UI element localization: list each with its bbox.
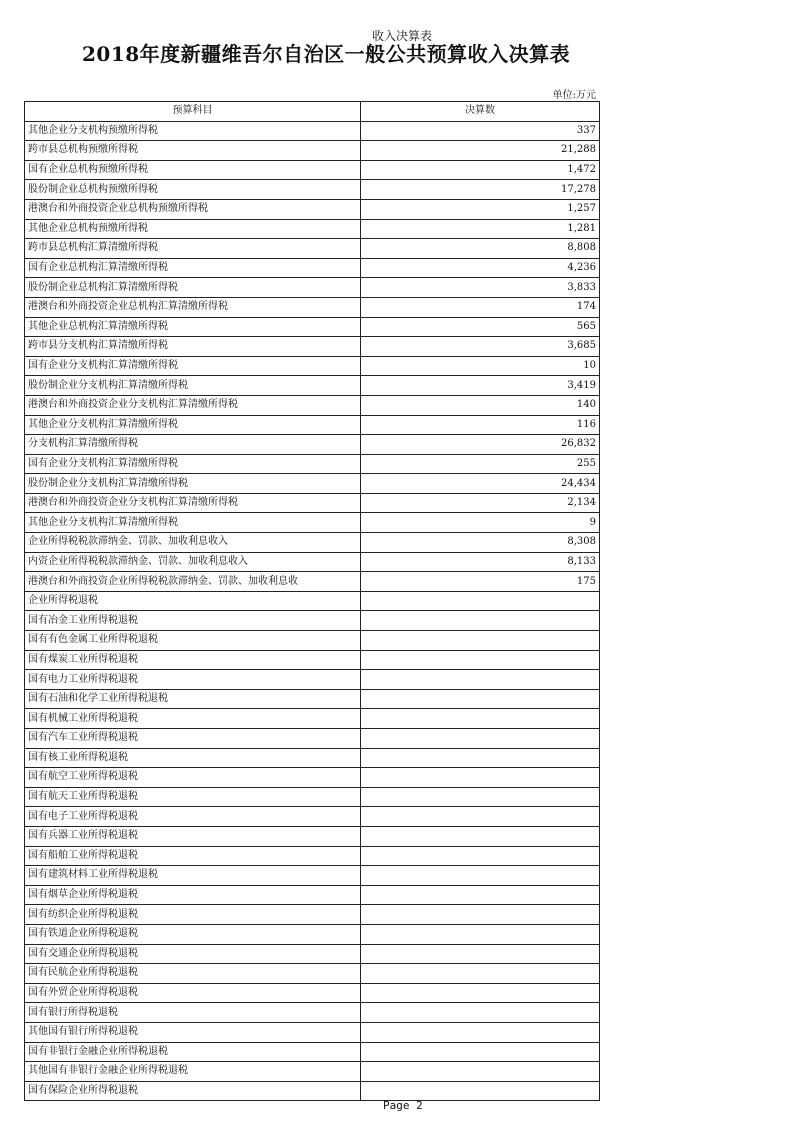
table-row [25, 729, 600, 749]
row-amount: 3,833 [361, 278, 600, 298]
row-amount [361, 1022, 600, 1042]
row-item-name: 国有企业总机构汇算清缴所得税 [25, 258, 361, 278]
row-item-name: 国有航天工业所得税退税 [25, 787, 361, 807]
table-row [25, 1003, 600, 1023]
table-row [25, 415, 600, 435]
table-row [25, 670, 600, 690]
page-title: 2018年度新疆维吾尔自治区一般公共预算收入决算表 [82, 42, 571, 66]
row-amount [361, 631, 600, 651]
row-item-name: 国有纺织企业所得税退税 [25, 905, 361, 925]
table-row [25, 513, 600, 533]
row-item-name: 国有船舶工业所得税退税 [25, 846, 361, 866]
row-item-name: 股份制企业分支机构汇算清缴所得税 [25, 474, 361, 494]
table-row [25, 1062, 600, 1082]
row-item-name: 其他企业总机构汇算清缴所得税 [25, 317, 361, 337]
table-row [25, 983, 600, 1003]
table-row [25, 454, 600, 474]
row-item-name: 跨市县总机构预缴所得税 [25, 141, 361, 161]
table-row [25, 219, 600, 239]
table-body [25, 121, 600, 1101]
column-header-item: 预算科目 [25, 102, 361, 122]
row-amount: 1,281 [361, 219, 600, 239]
row-item-name: 内资企业所得税税款滞纳金、罚款、加收利息收入 [25, 552, 361, 572]
row-item-name: 国有航空工业所得税退税 [25, 768, 361, 788]
table-row [25, 1081, 600, 1101]
table-row [25, 689, 600, 709]
table-row [25, 141, 600, 161]
table-row [25, 395, 600, 415]
row-amount: 1,257 [361, 199, 600, 219]
row-item-name: 其他企业总机构预缴所得税 [25, 219, 361, 239]
table-row [25, 591, 600, 611]
row-amount [361, 944, 600, 964]
table-row [25, 944, 600, 964]
row-item-name: 国有烟草企业所得税退税 [25, 885, 361, 905]
row-amount [361, 924, 600, 944]
table-row [25, 337, 600, 357]
row-item-name: 企业所得税退税 [25, 591, 361, 611]
table-row [25, 572, 600, 592]
table-row [25, 611, 600, 631]
header-tag: 收入决算表 [372, 29, 433, 43]
row-item-name: 国有外贸企业所得税退税 [25, 983, 361, 1003]
row-amount [361, 885, 600, 905]
table-row [25, 631, 600, 651]
row-item-name: 国有企业分支机构汇算清缴所得税 [25, 454, 361, 474]
row-item-name: 国有冶金工业所得税退税 [25, 611, 361, 631]
table-row [25, 1022, 600, 1042]
table-header-row [25, 102, 600, 122]
table-row [25, 1042, 600, 1062]
row-item-name: 其他国有银行所得税退税 [25, 1022, 361, 1042]
row-amount [361, 611, 600, 631]
row-amount [361, 591, 600, 611]
table-row [25, 239, 600, 259]
row-item-name: 国有非银行金融企业所得税退税 [25, 1042, 361, 1062]
table-row [25, 964, 600, 984]
row-amount [361, 905, 600, 925]
table-row [25, 768, 600, 788]
table-row [25, 356, 600, 376]
row-amount: 8,133 [361, 552, 600, 572]
row-item-name: 港澳台和外商投资企业分支机构汇算清缴所得税 [25, 395, 361, 415]
table-row [25, 650, 600, 670]
table-row [25, 787, 600, 807]
row-item-name: 企业所得税税款滞纳金、罚款、加收利息收入 [25, 533, 361, 553]
table-row [25, 435, 600, 455]
row-amount: 140 [361, 395, 600, 415]
row-amount: 175 [361, 572, 600, 592]
row-item-name: 国有有色金属工业所得税退税 [25, 631, 361, 651]
row-amount: 9 [361, 513, 600, 533]
row-amount: 255 [361, 454, 600, 474]
row-amount: 2,134 [361, 493, 600, 513]
table-row [25, 533, 600, 553]
row-amount: 174 [361, 297, 600, 317]
row-amount: 3,419 [361, 376, 600, 396]
row-item-name: 港澳台和外商投资企业分支机构汇算清缴所得税 [25, 493, 361, 513]
row-item-name: 国有铁道企业所得税退税 [25, 924, 361, 944]
row-item-name: 国有保险企业所得税退税 [25, 1081, 361, 1101]
row-amount [361, 983, 600, 1003]
row-amount: 8,808 [361, 239, 600, 259]
row-amount [361, 866, 600, 886]
row-amount [361, 826, 600, 846]
table-row [25, 846, 600, 866]
row-item-name: 国有建筑材料工业所得税退税 [25, 866, 361, 886]
row-item-name: 港澳台和外商投资企业总机构预缴所得税 [25, 199, 361, 219]
page-number: Page 2 [383, 1099, 423, 1112]
row-amount: 337 [361, 121, 600, 141]
row-item-name: 港澳台和外商投资企业所得税税款滞纳金、罚款、加收利息收 [25, 572, 361, 592]
row-amount: 116 [361, 415, 600, 435]
unit-label: 单位:万元 [552, 90, 596, 101]
row-item-name: 分支机构汇算清缴所得税 [25, 435, 361, 455]
table-row [25, 297, 600, 317]
row-amount [361, 670, 600, 690]
row-amount [361, 650, 600, 670]
row-amount [361, 689, 600, 709]
row-item-name: 股份制企业总机构预缴所得税 [25, 180, 361, 200]
row-item-name: 国有石油和化学工业所得税退税 [25, 689, 361, 709]
row-item-name: 其他国有非银行金融企业所得税退税 [25, 1062, 361, 1082]
row-amount [361, 709, 600, 729]
table-row [25, 258, 600, 278]
row-item-name: 跨市县分支机构汇算清缴所得税 [25, 337, 361, 357]
table-row [25, 709, 600, 729]
table-row [25, 278, 600, 298]
row-amount: 10 [361, 356, 600, 376]
table-row [25, 905, 600, 925]
row-amount [361, 1081, 600, 1101]
table-row [25, 552, 600, 572]
table-row [25, 474, 600, 494]
row-item-name: 国有电力工业所得税退税 [25, 670, 361, 690]
row-amount: 565 [361, 317, 600, 337]
row-item-name: 国有煤炭工业所得税退税 [25, 650, 361, 670]
row-amount: 3,685 [361, 337, 600, 357]
table-row [25, 807, 600, 827]
table-row [25, 885, 600, 905]
budget-table [24, 101, 600, 1101]
row-amount [361, 787, 600, 807]
table-row [25, 317, 600, 337]
table-row [25, 121, 600, 141]
row-item-name: 国有交通企业所得税退税 [25, 944, 361, 964]
row-item-name: 国有兵器工业所得税退税 [25, 826, 361, 846]
row-amount: 17,278 [361, 180, 600, 200]
table-row [25, 376, 600, 396]
row-item-name: 国有汽车工业所得税退税 [25, 729, 361, 749]
row-amount: 26,832 [361, 435, 600, 455]
table-row [25, 748, 600, 768]
row-item-name: 国有核工业所得税退税 [25, 748, 361, 768]
table-row [25, 180, 600, 200]
table-row [25, 493, 600, 513]
row-item-name: 股份制企业分支机构汇算清缴所得税 [25, 376, 361, 396]
row-amount: 8,308 [361, 533, 600, 553]
table-row [25, 199, 600, 219]
row-amount [361, 729, 600, 749]
row-item-name: 国有民航企业所得税退税 [25, 964, 361, 984]
table-row [25, 866, 600, 886]
table-row [25, 160, 600, 180]
row-amount [361, 748, 600, 768]
row-amount: 24,434 [361, 474, 600, 494]
row-amount: 4,236 [361, 258, 600, 278]
row-item-name: 其他企业分支机构汇算清缴所得税 [25, 513, 361, 533]
row-item-name: 国有电子工业所得税退税 [25, 807, 361, 827]
row-amount: 1,472 [361, 160, 600, 180]
table-row [25, 924, 600, 944]
row-item-name: 其他企业分支机构汇算清缴所得税 [25, 415, 361, 435]
row-amount [361, 768, 600, 788]
row-item-name: 其他企业分支机构预缴所得税 [25, 121, 361, 141]
table-row [25, 826, 600, 846]
column-header-amount: 决算数 [361, 102, 600, 122]
row-item-name: 国有银行所得税退税 [25, 1003, 361, 1023]
row-item-name: 股份制企业总机构汇算清缴所得税 [25, 278, 361, 298]
row-item-name: 国有企业分支机构汇算清缴所得税 [25, 356, 361, 376]
row-item-name: 国有机械工业所得税退税 [25, 709, 361, 729]
row-amount [361, 964, 600, 984]
row-amount [361, 846, 600, 866]
row-item-name: 港澳台和外商投资企业总机构汇算清缴所得税 [25, 297, 361, 317]
row-item-name: 跨市县总机构汇算清缴所得税 [25, 239, 361, 259]
row-amount [361, 1042, 600, 1062]
row-item-name: 国有企业总机构预缴所得税 [25, 160, 361, 180]
row-amount [361, 807, 600, 827]
row-amount: 21,288 [361, 141, 600, 161]
row-amount [361, 1003, 600, 1023]
row-amount [361, 1062, 600, 1082]
